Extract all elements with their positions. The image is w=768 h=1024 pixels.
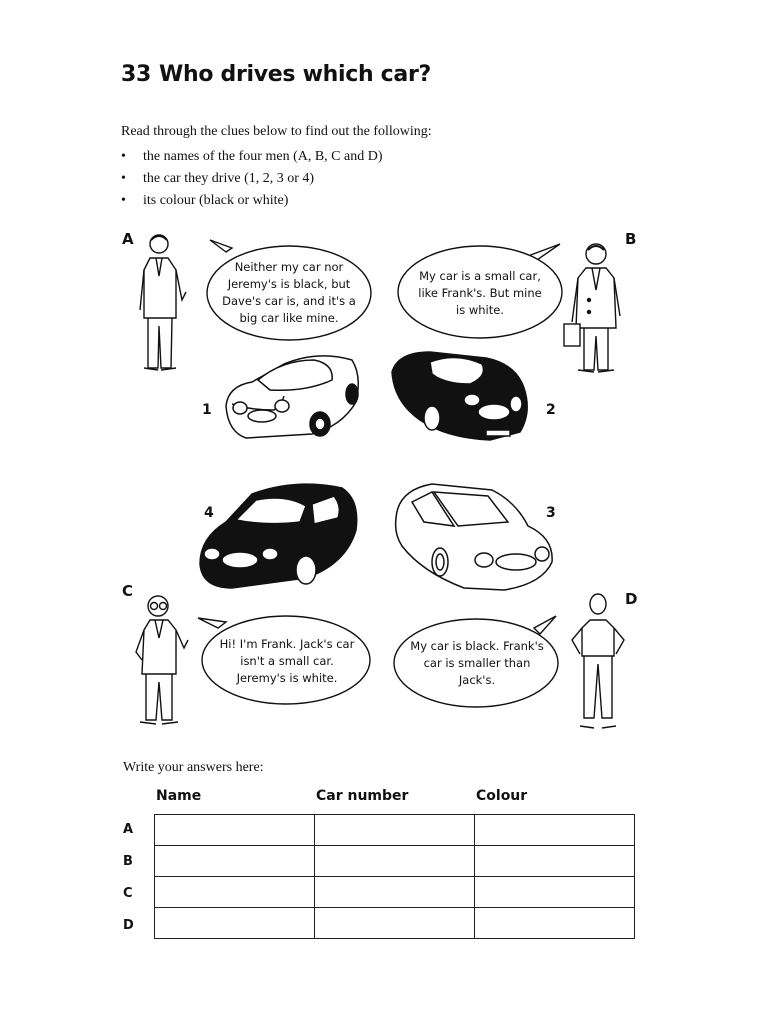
car-4-illustration (196, 478, 362, 596)
person-a-illustration (136, 230, 196, 376)
car-1-illustration (222, 346, 364, 442)
answer-cell-car-number[interactable] (315, 877, 475, 908)
speech-text-a: Neither my car nor Jeremy's is black, but Dave's car is, and it's a big car like mine. (222, 260, 356, 325)
car-number-4: 4 (204, 505, 214, 521)
row-label-d: D (123, 918, 134, 933)
column-header-colour: Colour (476, 788, 528, 804)
person-c-illustration (132, 590, 194, 730)
row-label-b: B (123, 854, 133, 869)
answer-cell-car-number[interactable] (315, 908, 475, 939)
speech-text-b: My car is a small car, like Frank's. But mine is white. (418, 268, 542, 317)
instruction-item: • the names of the four men (A, B, C and D) (121, 149, 383, 164)
answer-cell-car-number[interactable] (315, 846, 475, 877)
answer-cell-name[interactable] (155, 908, 315, 939)
instruction-item: • the car they drive (1, 2, 3 or 4) (121, 171, 315, 186)
answer-cell-colour[interactable] (475, 815, 635, 846)
column-header-car-number: Car number (316, 788, 409, 804)
car-number-2: 2 (546, 402, 556, 418)
answer-row-b (155, 846, 635, 877)
exercise-number: 33 (121, 62, 152, 87)
car-2-illustration (390, 346, 532, 446)
person-d-illustration (568, 590, 628, 736)
person-letter-d: D (625, 590, 638, 608)
answer-cell-colour[interactable] (475, 846, 635, 877)
answer-cell-car-number[interactable] (315, 815, 475, 846)
answer-row-c (155, 877, 635, 908)
instruction-item: • its colour (black or white) (121, 193, 289, 208)
person-letter-b: B (625, 230, 637, 248)
car-number-1: 1 (202, 402, 212, 418)
speech-bubble-a (210, 240, 232, 252)
speech-text-d: My car is black. Frank's car is smaller than Jack's. (410, 638, 544, 687)
answer-cell-name[interactable] (155, 815, 315, 846)
answers-table (154, 814, 635, 939)
answer-cell-colour[interactable] (475, 908, 635, 939)
person-b-illustration (562, 238, 628, 378)
answer-row-d (155, 908, 635, 939)
answer-cell-colour[interactable] (475, 877, 635, 908)
row-label-c: C (123, 886, 133, 901)
instructions-text: Read through the clues below to find out the following: (121, 124, 432, 139)
answer-row-a (155, 815, 635, 846)
car-number-3: 3 (546, 505, 556, 521)
speech-text-c: Hi! I'm Frank. Jack's car isn't a small car. Jeremy's is white. (219, 636, 355, 685)
row-label-a: A (123, 822, 134, 837)
column-header-name: Name (156, 788, 202, 804)
car-3-illustration (392, 478, 558, 596)
person-letter-c: C (122, 582, 134, 600)
answer-cell-name[interactable] (155, 877, 315, 908)
answers-prompt: Write your answers here: (123, 760, 264, 775)
person-letter-a: A (122, 230, 134, 248)
exercise-title-text: Who drives which car? (159, 62, 431, 87)
answer-cell-name[interactable] (155, 846, 315, 877)
